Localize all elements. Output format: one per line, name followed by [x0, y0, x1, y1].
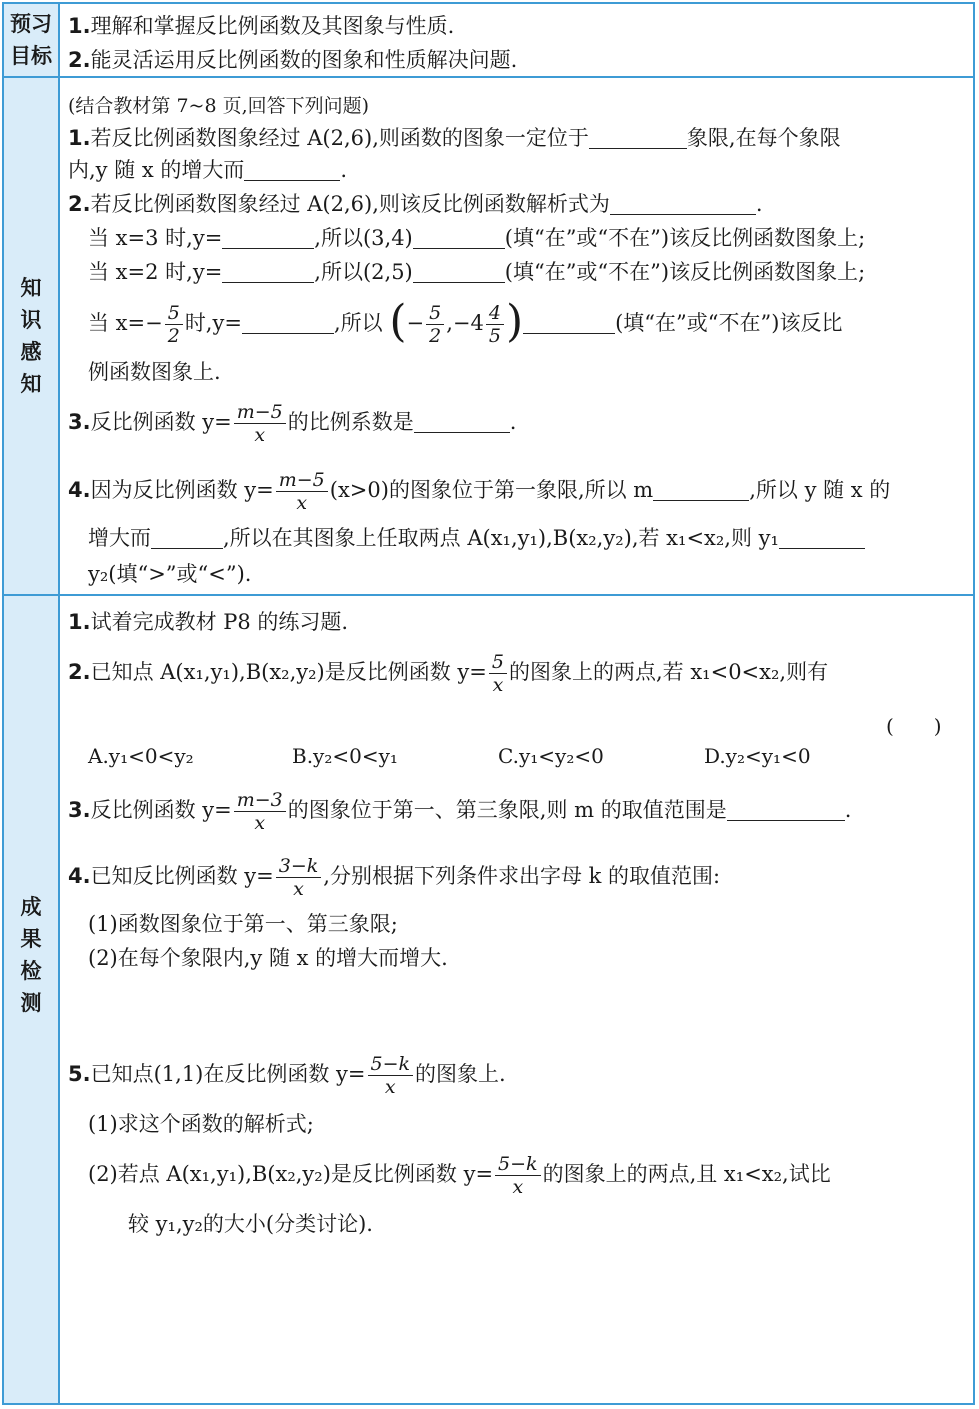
goal-2: 2.能灵活运用反比例函数的图象和性质解决问题. — [68, 48, 518, 72]
worksheet — [2, 2, 975, 1405]
answer-blank[interactable] — [779, 528, 865, 549]
label-test-char: 成 — [20, 894, 42, 919]
goal-1: 1.理解和掌握反比例函数及其图象与性质. — [68, 14, 455, 38]
knowledge-q1: 1.若反比例函数图象经过 A(2,6),则函数的图象一定位于 象限,在每个象限 — [68, 126, 841, 150]
divider — [4, 594, 973, 596]
label-test-char: 果 — [20, 926, 42, 951]
test-q5: 5.已知点(1,1)在反比例函数 y= $\frac{5-k}{x}$ 的图象上. — [68, 1053, 506, 1098]
option-a[interactable]: A.y₁<0<y₂ — [88, 744, 194, 768]
answer-blank[interactable] — [727, 800, 845, 821]
answer-blank[interactable] — [413, 262, 505, 283]
test-q4-sub1: (1)函数图象位于第一、第三象限; — [88, 912, 398, 936]
answer-blank[interactable] — [413, 228, 505, 249]
knowledge-q2-line4: 例函数图象上. — [88, 360, 221, 384]
label-goal-line1: 预习 — [10, 12, 52, 36]
label-test — [4, 596, 60, 1403]
test-q2: 2.已知点 A(x₁,y₁),B(x₂,y₂)是反比例函数 y= $\frac{5}{x}$ 的图象上的两点,若 x₁<0<x₂,则有 — [68, 651, 829, 696]
knowledge-q4-line3: y₂(填“>”或“<”). — [88, 562, 252, 586]
label-know-char: 感 — [20, 340, 42, 364]
knowledge-q4: 4.因为反比例函数 y= $\frac{m-5}{x}$ (x>0)的图象位于第一象限,所以 m ,所以 y 随 x 的 — [68, 469, 891, 514]
test-q4: 4.已知反比例函数 y= $\frac{3-k}{x}$ ,分别根据下列条件求出字母 k 的取值范围: — [68, 855, 721, 900]
knowledge-q4-line2: 增大而 ,所以在其图象上任取两点 A(x₁,y₁),B(x₂,y₂),若 x₁<x₂,则 y₁ — [88, 524, 865, 552]
test-q1: 1.试着完成教材 P8 的练习题. — [68, 610, 349, 634]
label-goal-line2: 目标 — [10, 44, 52, 68]
knowledge-q2: 2.若反比例函数图象经过 A(2,6),则该反比例函数解析式为 . — [68, 192, 763, 216]
answer-blank[interactable] — [244, 160, 340, 181]
option-d[interactable]: D.y₂<y₁<0 — [704, 744, 811, 768]
knowledge-q2-line1: 当 x=3 时,y= ,所以(3,4) (填“在”或“不在”)该反比例函数图象上; — [88, 226, 866, 250]
answer-blank[interactable] — [523, 313, 615, 334]
label-know-char: 识 — [20, 308, 42, 332]
label-goal — [4, 4, 60, 76]
answer-paren[interactable]: ( ) — [886, 714, 942, 738]
label-test-char: 测 — [20, 990, 42, 1015]
test-q5-sub2: (2)若点 A(x₁,y₁),B(x₂,y₂)是反比例函数 y= $\frac{5-k}{x}$ 的图象上的两点,且 x₁<x₂,试比 — [88, 1153, 831, 1198]
answer-blank[interactable] — [414, 412, 510, 433]
label-know-char: 知 — [20, 372, 42, 396]
test-q5-sub1: (1)求这个函数的解析式; — [88, 1112, 314, 1136]
test-q4-sub2: (2)在每个象限内,y 随 x 的增大而增大. — [88, 946, 448, 970]
answer-blank[interactable] — [610, 194, 756, 215]
knowledge-q1-cont: 内,y 随 x 的增大而 . — [68, 158, 348, 182]
answer-blank[interactable] — [222, 228, 314, 249]
answer-blank[interactable] — [222, 262, 314, 283]
answer-blank[interactable] — [151, 528, 223, 549]
option-c[interactable]: C.y₁<y₂<0 — [498, 744, 604, 768]
knowledge-q2-line3: 当 x=− $\frac{5}{2}$ 时,y= ,所以 (− $\frac{5}{2}$ ,−4 $\frac{4}{5}$ ) (填“在”或“不在”)该反比 — [88, 296, 843, 347]
knowledge-intro: (结合教材第 7~8 页,回答下列问题) — [68, 95, 370, 117]
label-knowledge — [4, 78, 60, 594]
answer-blank[interactable] — [653, 480, 749, 501]
answer-blank[interactable] — [589, 128, 687, 149]
answer-blank[interactable] — [242, 313, 334, 334]
option-b[interactable]: B.y₂<0<y₁ — [292, 744, 398, 768]
knowledge-q2-line2: 当 x=2 时,y= ,所以(2,5) (填“在”或“不在”)该反比例函数图象上; — [88, 260, 866, 284]
test-q3: 3.反比例函数 y= $\frac{m-3}{x}$ 的图象位于第一、第三象限,则 m 的取值范围是 . — [68, 789, 852, 834]
knowledge-q3: 3.反比例函数 y= $\frac{m-5}{x}$ 的比例系数是 . — [68, 401, 517, 446]
test-q5-sub2-cont: 较 y₁,y₂的大小(分类讨论). — [128, 1212, 373, 1236]
label-know-char: 知 — [20, 276, 42, 300]
divider — [4, 76, 973, 78]
label-test-char: 检 — [20, 958, 42, 983]
